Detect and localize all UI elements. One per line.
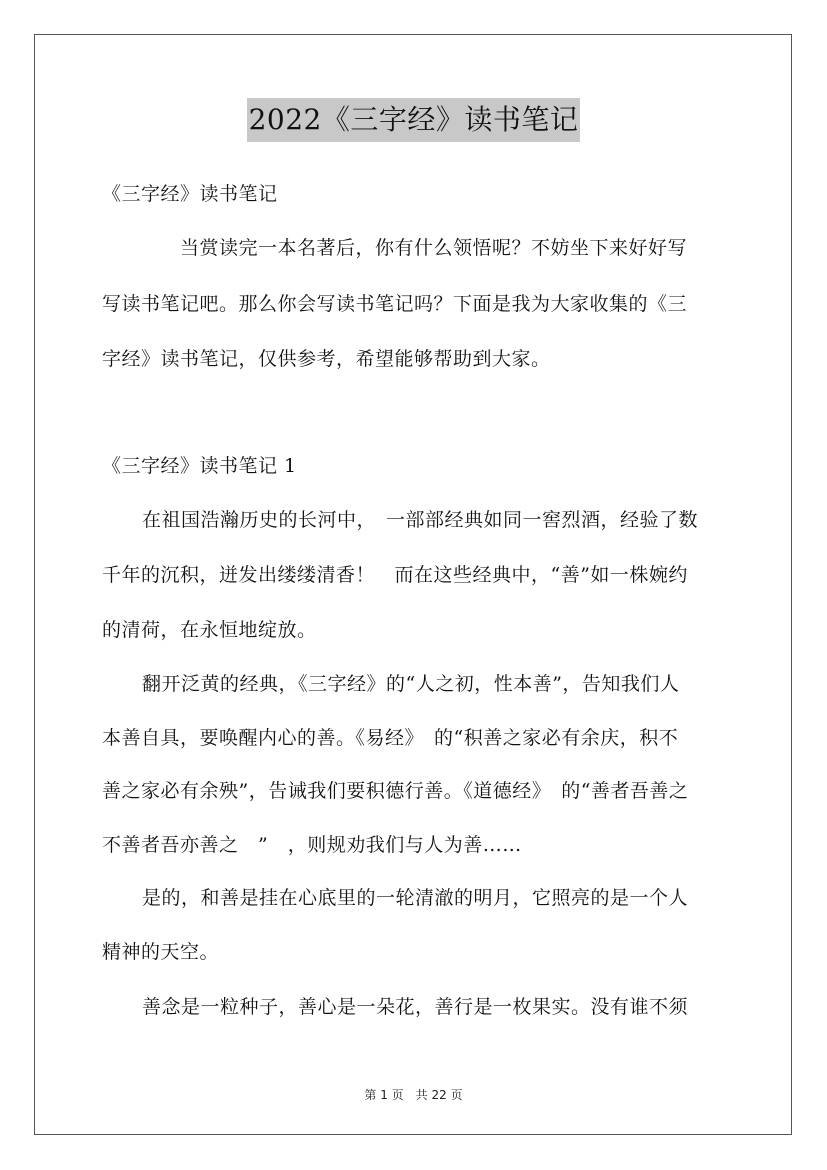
paragraph-line: 是的，和善是挂在心底里的一轮清澈的明月，它照亮的是一个人 [142,887,689,909]
paragraph-line: 的清荷，在永恒地绽放。 [102,619,317,641]
paragraph-line: 当赏读完一本名著后，你有什么领悟呢？不妨坐下来好好写 [180,237,688,259]
paragraph-line: 写读书笔记吧。那么你会写读书笔记吗？下面是我为大家收集的《三 [102,293,688,315]
paragraph-line: 不善者吾亦善之 ” ，则规劝我们与人为善…… [102,834,522,856]
paragraph-line: 翻开泛黄的经典，《三字经》的“人之初，性本善”，告知我们人 [142,673,680,695]
paragraph-line: 善念是一粒种子，善心是一朵花，善行是一枚果实。没有谁不须 [142,996,689,1018]
document-title: 2022《三字经》读书笔记 [247,98,581,142]
paragraph-line: 本善自具，要唤醒内心的善。《易经》 的“积善之家必有余庆，积不 [102,727,679,749]
section-heading: 《三字经》读书笔记 1 [102,455,297,477]
paragraph-line: 精神的天空。 [102,941,220,963]
section-heading: 《三字经》读书笔记 [102,183,278,205]
paragraph-line: 字经》读书笔记，仅供参考，希望能够帮助到大家。 [102,348,551,370]
page-footer: 第 1 页 共 22 页 [364,1088,463,1102]
paragraph-line: 在祖国浩瀚历史的长河中， 一部部经典如同一窖烈酒，经验了数 [142,509,699,531]
paragraph-line: 千年的沉积，迸发出缕缕清香！ 而在这些经典中，“善”如一株婉约 [102,564,688,586]
title-container [0,98,827,142]
paragraph-line: 善之家必有余殃”，告诫我们要积德行善。《道德经》 的“善者吾善之 [102,780,689,802]
